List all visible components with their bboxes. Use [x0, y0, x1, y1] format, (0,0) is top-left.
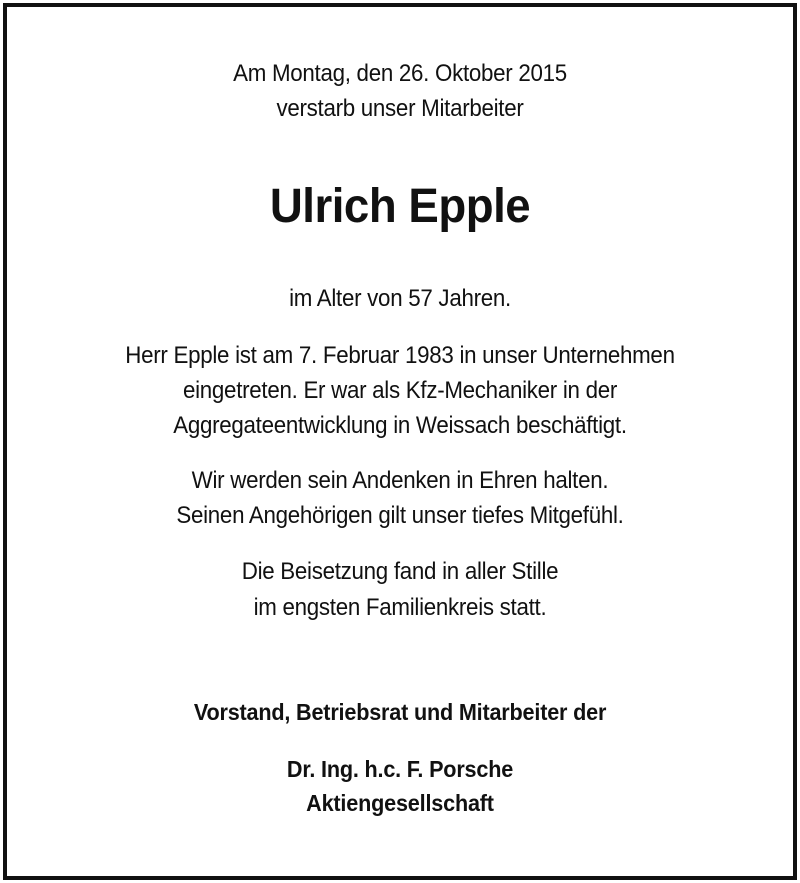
company-name-line-2: Aktiengesellschaft	[306, 790, 494, 816]
remembrance-line-1: Wir werden sein Andenken in Ehren halten.	[191, 467, 609, 494]
funeral-line-1: Die Beisetzung fand in aller Stille	[241, 558, 559, 585]
intro-date-line: Am Montag, den 26. Oktober 2015	[233, 60, 567, 87]
intro-text-line: verstarb unser Mitarbeiter	[276, 95, 524, 122]
career-line-1: Herr Epple ist am 7. Februar 1983 in unser Unternehmen	[125, 342, 675, 369]
deceased-name: Ulrich Epple	[269, 180, 531, 233]
remembrance-line-2: Seinen Angehörigen gilt unser tiefes Mitgefühl.	[176, 502, 624, 529]
signature-line: Vorstand, Betriebsrat und Mitarbeiter der	[193, 699, 607, 725]
career-line-3: Aggregateentwicklung in Weissach beschäftigt.	[173, 412, 627, 439]
career-line-2: eingetreten. Er war als Kfz-Mechaniker in der	[182, 377, 618, 404]
funeral-line-2: im engsten Familienkreis statt.	[253, 594, 547, 621]
age-line: im Alter von 57 Jahren.	[289, 285, 511, 312]
obituary-notice	[3, 3, 797, 880]
company-name-line-1: Dr. Ing. h.c. F. Porsche	[286, 756, 514, 782]
